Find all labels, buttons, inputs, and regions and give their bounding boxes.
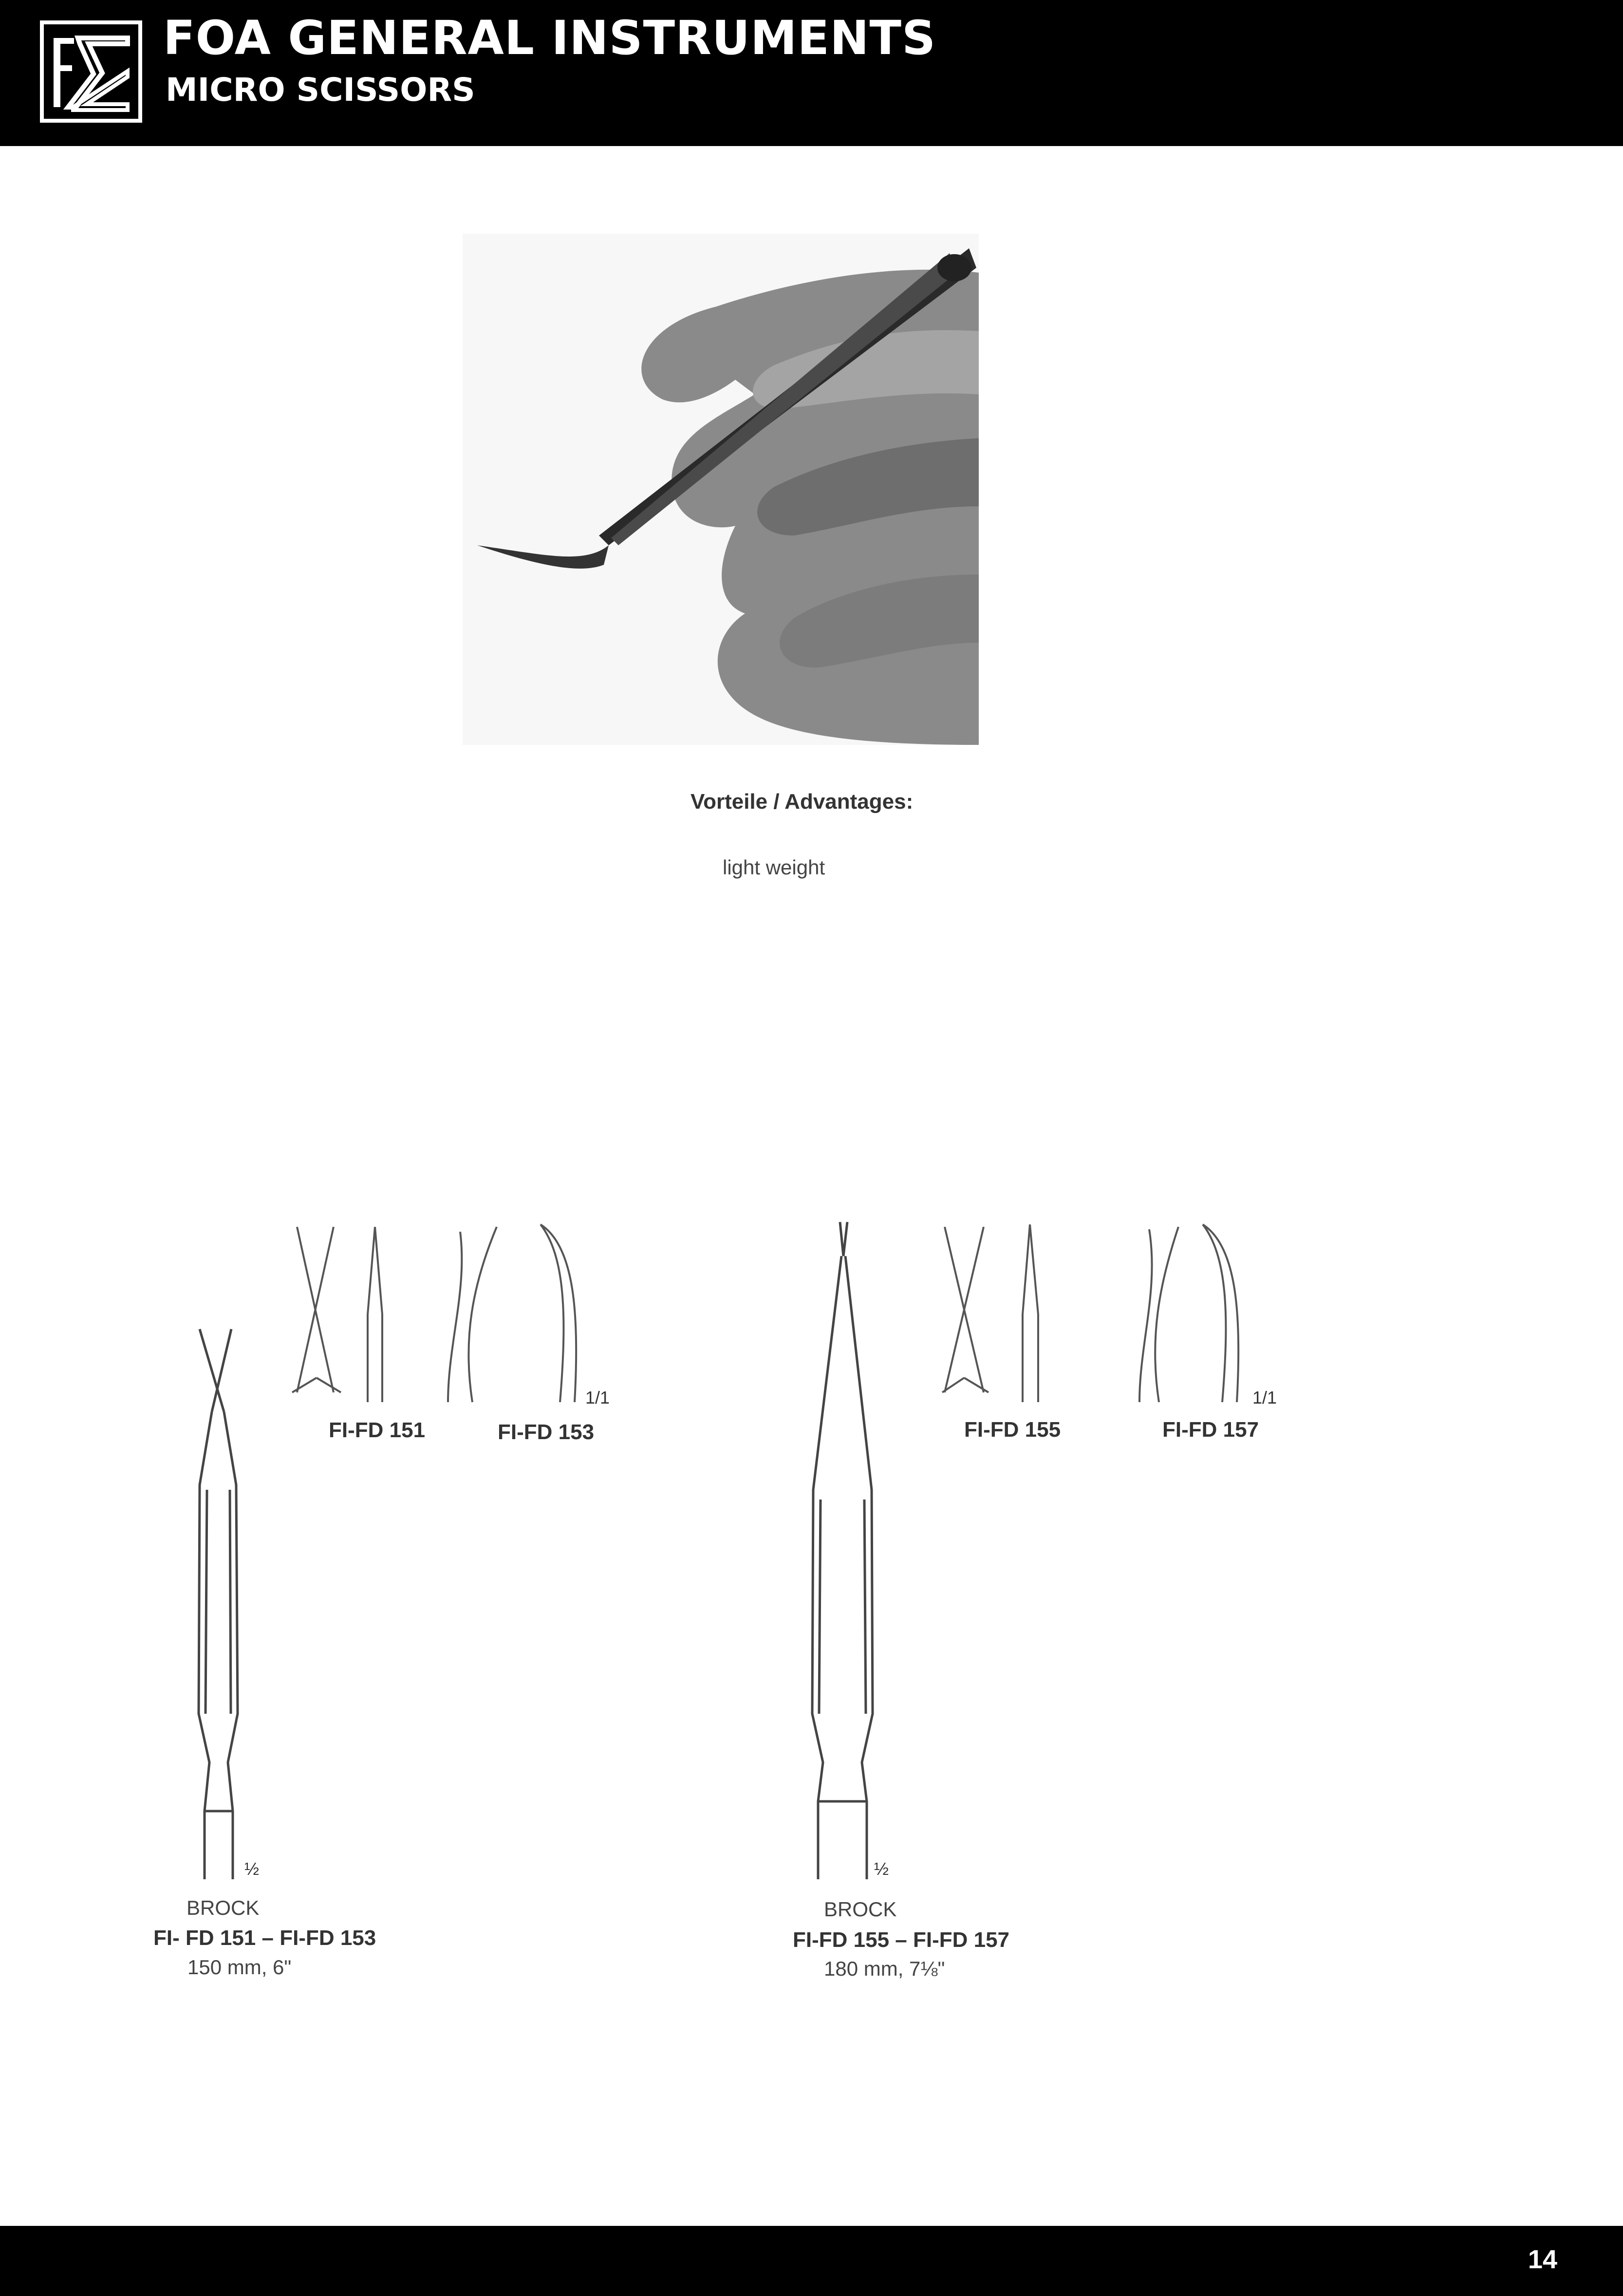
detail-scale-fd153: 1/1 bbox=[585, 1388, 610, 1407]
brock-180mm-scissors-drawing bbox=[803, 1217, 881, 1884]
product-name-right: BROCK bbox=[824, 1898, 897, 1921]
detail-drawings-fd151-fd153 bbox=[287, 1217, 618, 1422]
hand-holding-scissors-photo bbox=[463, 234, 979, 745]
advantage-item: light weight bbox=[723, 856, 825, 879]
product-codes-left: FI- FD 151 – FI-FD 153 bbox=[153, 1926, 376, 1950]
detail-label-fd153: FI-FD 153 bbox=[498, 1420, 595, 1444]
detail-drawings-fd155-fd157 bbox=[930, 1217, 1281, 1422]
product-name-left: BROCK bbox=[187, 1896, 260, 1919]
detail-label-fd157: FI-FD 157 bbox=[1162, 1418, 1259, 1442]
product-size-right: 180 mm, 7⅛" bbox=[824, 1957, 945, 1980]
detail-label-fd155: FI-FD 155 bbox=[964, 1418, 1061, 1442]
section-subtitle: MICRO SCISSORS bbox=[166, 71, 475, 109]
advantages-heading: Vorteile / Advantages: bbox=[690, 790, 914, 814]
brock-150mm-scissors-drawing bbox=[185, 1324, 253, 1884]
detail-label-fd151: FI-FD 151 bbox=[329, 1418, 426, 1442]
product-scale-right: ½ bbox=[874, 1859, 889, 1879]
product-scale-left: ½ bbox=[244, 1859, 260, 1879]
fs-monogram-logo bbox=[40, 20, 142, 123]
catalog-title: FOA GENERAL INSTRUMENTS bbox=[163, 11, 936, 65]
product-codes-right: FI-FD 155 – FI-FD 157 bbox=[793, 1928, 1010, 1952]
detail-scale-fd157: 1/1 bbox=[1252, 1388, 1277, 1407]
header-band bbox=[0, 0, 1623, 146]
product-size-left: 150 mm, 6" bbox=[187, 1956, 292, 1979]
logo-graphic bbox=[44, 24, 138, 119]
page-number: 14 bbox=[1528, 2245, 1557, 2274]
footer-band bbox=[0, 2226, 1623, 2296]
